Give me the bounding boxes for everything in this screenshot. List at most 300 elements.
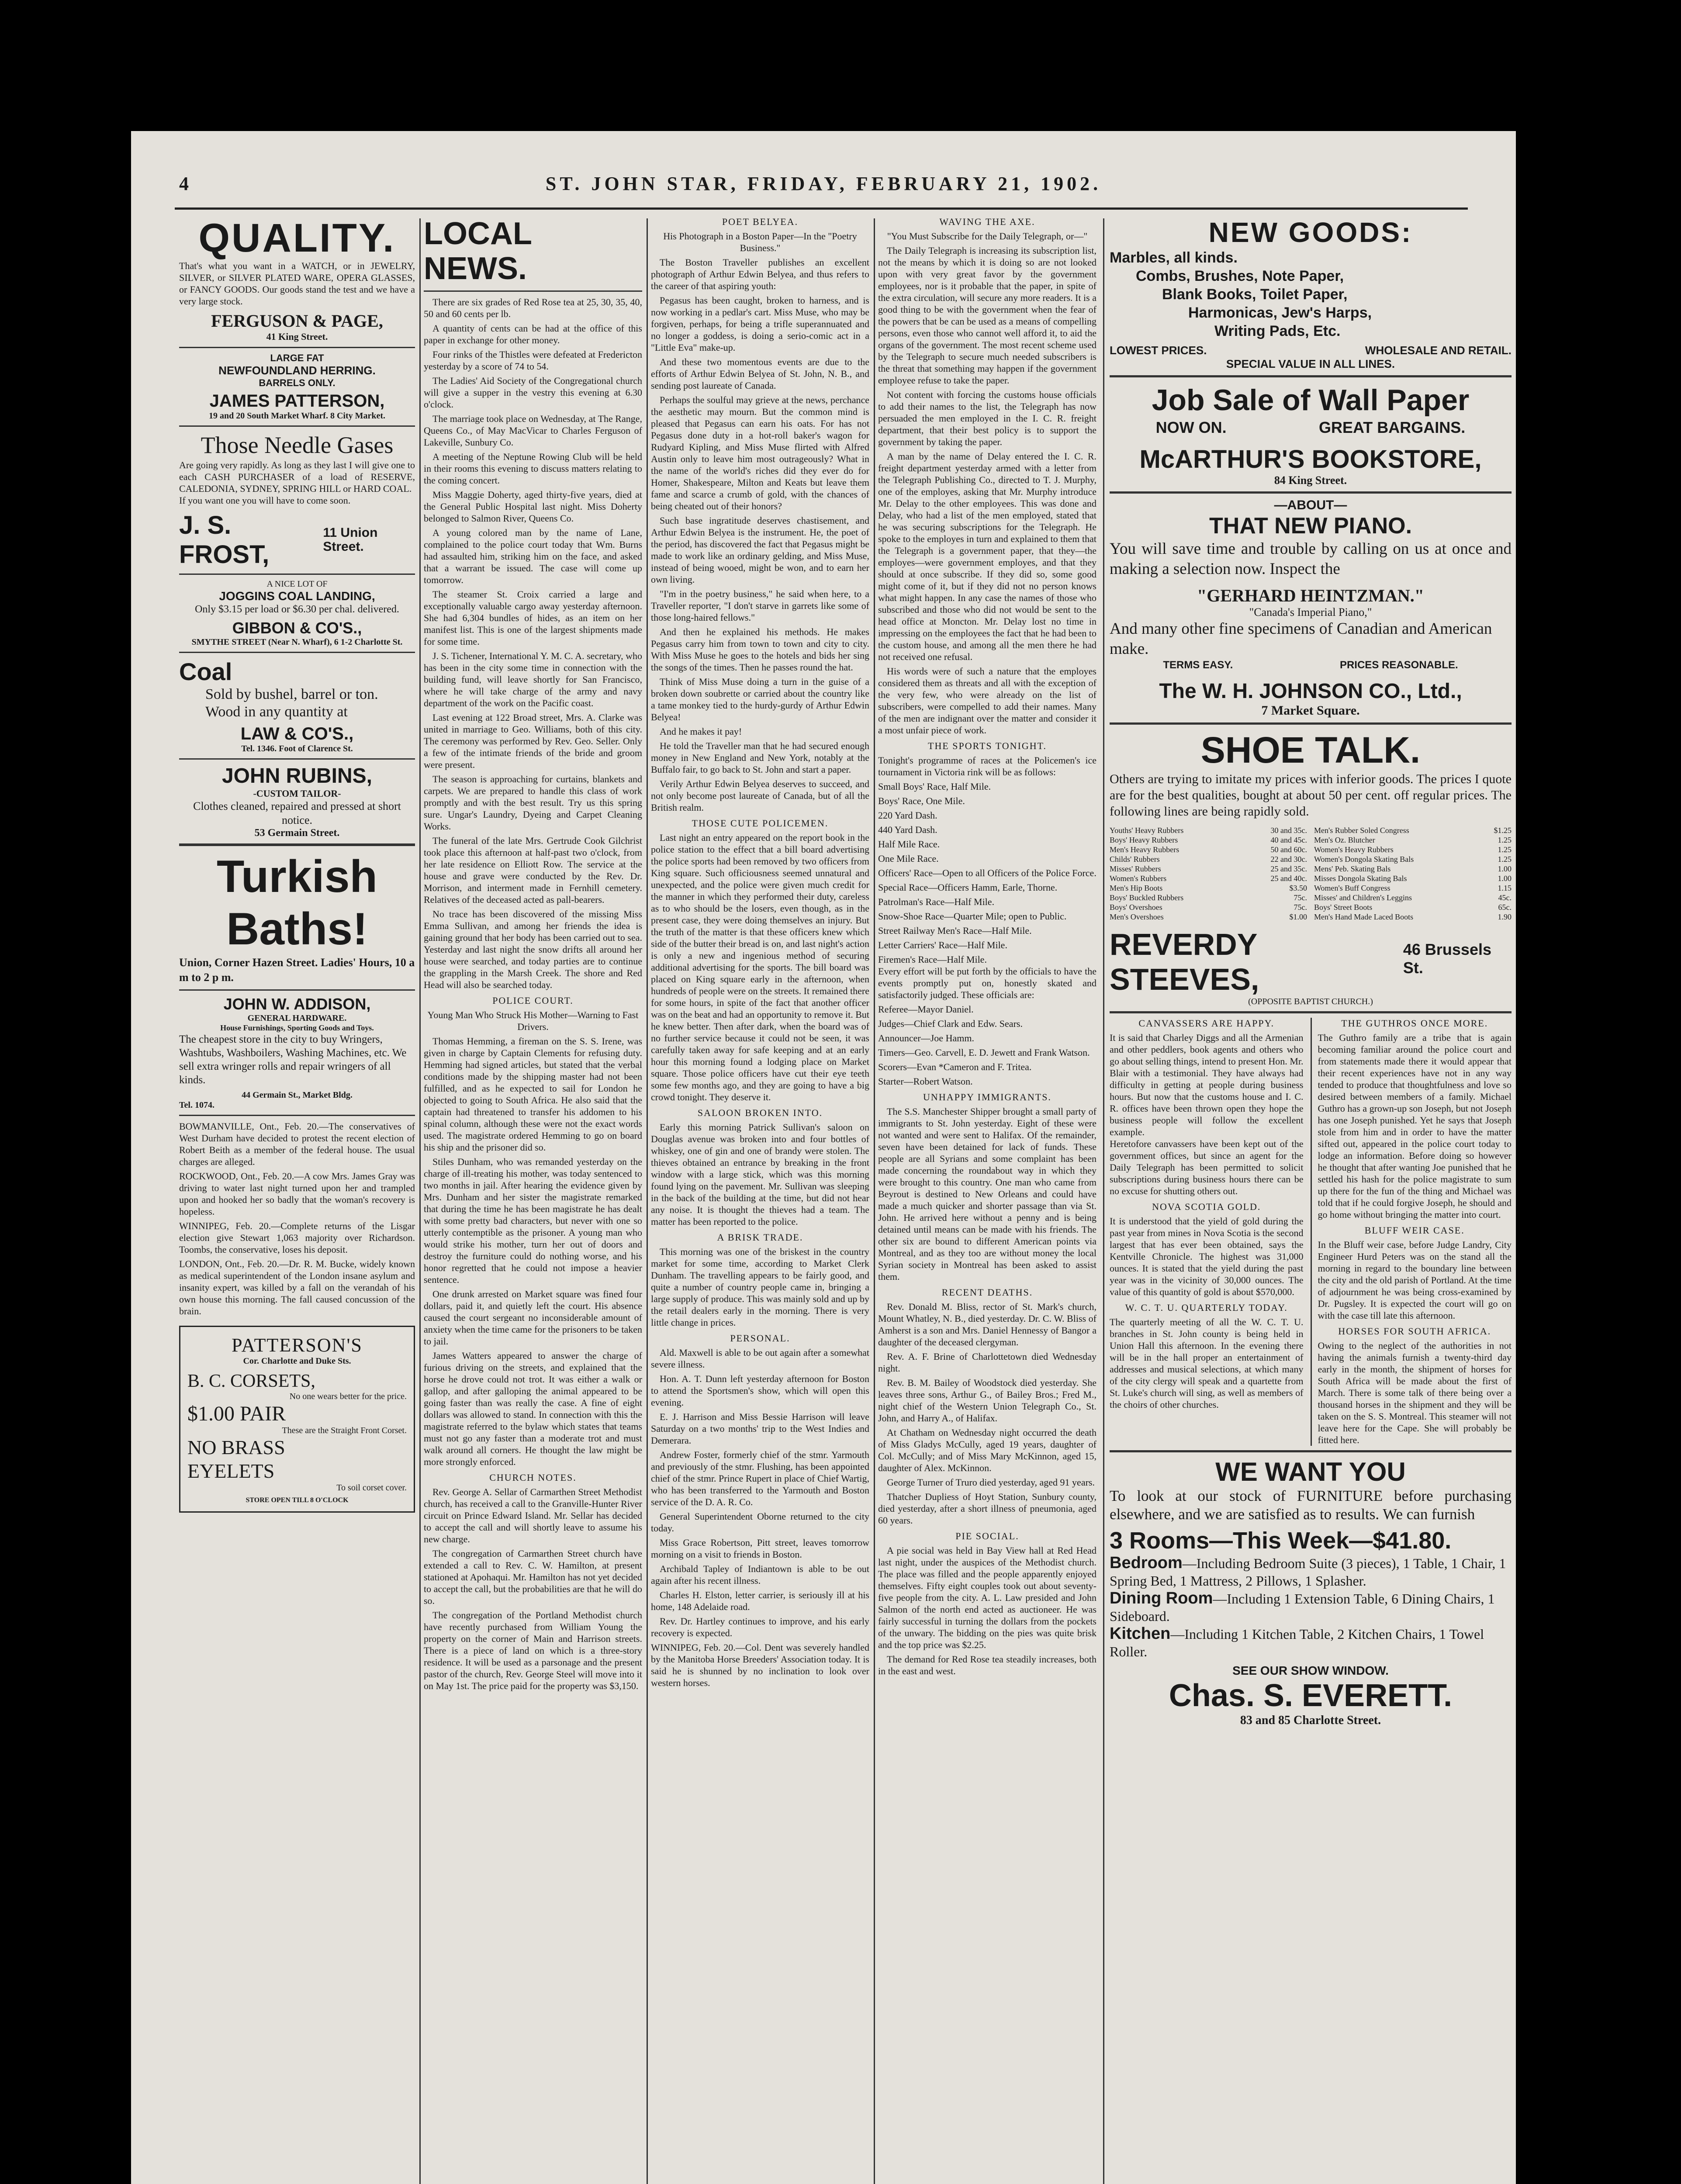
- personal-item: Charles H. Elston, letter carrier, is seriously ill at his home, 148 Adelaide road.: [651, 1590, 869, 1612]
- price-value: 1.25: [1498, 836, 1512, 844]
- price-item: Women's Dongola Skating Bals: [1314, 855, 1414, 864]
- divider: [179, 843, 415, 846]
- price-item: Women's Rubbers: [1110, 874, 1167, 883]
- bluff-weir-heading: BLUFF WEIR CASE.: [1364, 1225, 1465, 1236]
- price-item: Men's Overshoes: [1110, 912, 1164, 921]
- horses-heading: HORSES FOR SOUTH AFRICA.: [1338, 1326, 1491, 1337]
- sports-official-item: Scorers—Evan *Cameron and F. Tritea.: [878, 1061, 1032, 1072]
- police-court-heading: POLICE COURT.: [492, 995, 574, 1006]
- sports-intro: Tonight's programme of races at the Policemen's ice tournament in Victoria rink will be as follows:: [878, 755, 1096, 778]
- church-notes-heading: CHURCH NOTES.: [489, 1472, 577, 1483]
- personal-item: Andrew Foster, formerly chief of the stmr. Yarmouth and previously of the stmr. Flushing, has been appointed chief of the stmr. Prince Rupert in place of Chief Wartig, who has been transferred to the Yarmouth and Boston service of the D. A. R. Co.: [651, 1449, 869, 1507]
- quality-body: That's what you want in a WATCH, or in JEWELRY, SILVER, or SILVER PLATED WARE, OPERA GLASSES, or FANCY GOODS. Our goods stand the test and we have a very large stock.: [179, 260, 415, 307]
- pattersons-brass: NO BRASS EYELETS: [187, 1436, 285, 1482]
- new-goods-line: Blank Books, Toilet Paper,: [1162, 286, 1348, 303]
- price-item: Misses' Rubbers: [1110, 864, 1161, 873]
- sports-official-item: Starter—Robert Watson.: [878, 1076, 973, 1087]
- piano-body-2: And many other fine specimens of Canadian and American make.: [1110, 620, 1492, 658]
- poet-belyea-items: [651, 256, 869, 813]
- herring-line-2: NEWFOUNDLAND HERRING.: [218, 364, 376, 377]
- cute-policemen-item: Last night an entry appeared on the report book in the police station to the effect that a bill board advertising the police sports had been removed by two officers from King square. Such officiousness seemed unnatural and unexpected, and the police were given much credit for the manner in which they performed their duty, careless as to who should be the losers, even though, as in the present case, they were doing themselves an injury. But the truth of the matter is that these officers knew which side of the butter their bread is on, and last night's action is only a new and ingenious method of securing additional advertising for the sports. The bill board was placed on King square early in the afternoon, when hundreds of people were on the streets. It remained there for some hours, in spite of the fact that another officer was on the beat and had an opportunity to remove it. But he knew better. Then after dark, when the board was of no further service because it could not be seen, it was carefully taken away for safe keeping and at an early hour this morning found a lodging place on Market square. Those police officers have cut their eye teeth some few months ago, and they are going to have a big crowd tonight. They deserve it.: [651, 832, 869, 1102]
- church-note-item: The congregation of Carmarthen Street church have extended a call to Rev. C. W. Hamilton, at present stationed at Apohaqui. Mr. Hamilton has not yet decided to accept the call, but the probabilities are that he will do so.: [424, 1548, 642, 1606]
- page-number: 4: [179, 173, 189, 194]
- price-value: $3.50: [1289, 884, 1307, 892]
- shoe-price-list-right: [1314, 826, 1512, 922]
- we-want-you-body: To look at our stock of FURNITURE before purchasing elsewhere, and we are satisfied as to results. We can furnish: [1110, 1487, 1512, 1523]
- price-row: [1314, 883, 1512, 893]
- pattersons-corset-note: These are the Straight Front Corset.: [282, 1426, 407, 1435]
- price-value: 22 and 30c.: [1270, 855, 1307, 864]
- price-value: $1.00: [1289, 912, 1307, 921]
- horses-body: Owing to the neglect of the authorities in not having the animals furnish a twenty-third day early in the month, the shipment of horses for South Africa will be made about the first of March. There is some talk of there being over a thousand horses in the shipment and they will be taken on the S. S. Montreal. This steamer will not leave here for the Cape. She will probably be fitted here.: [1318, 1340, 1512, 1445]
- divider: [179, 1115, 415, 1116]
- joggins-line-3: Only $3.15 per load or $6.30 per chal. delivered.: [195, 604, 399, 615]
- waving-axe-item: His words were of such a nature that the employes considered them as threats and all with the exception of the very few, who were already on the list of subscribers, were compelled to add their names. Many of the men are indignant over the matter and consider it a most unfair piece of work.: [878, 666, 1096, 736]
- pie-social-heading: PIE SOCIAL.: [955, 1531, 1019, 1541]
- needle-cases-body: Are going very rapidly. As long as they last I will give one to each CASH PURCHASER of a load of RESERVE, CALEDONIA, SYDNEY, SPRING HILL or HARD COAL.: [179, 460, 415, 494]
- column-4-news: [878, 216, 1096, 2184]
- patterson-name: JAMES PATTERSON,: [209, 391, 385, 411]
- piano-body: You will save time and trouble by calling on us at once and making a selection now. Inspect the: [1110, 540, 1512, 578]
- price-value: 65c.: [1498, 903, 1512, 912]
- personal-items: [651, 1347, 869, 1639]
- dining-room-details: —Including 1 Extension Table, 6 Dining Chairs, 1 Sideboard.: [1110, 1591, 1495, 1624]
- local-news-item: The Ladies' Aid Society of the Congregational church will give a supper in the vestry this evening at 6.30 o'clock.: [424, 375, 642, 410]
- price-item: Men's Oz. Blutcher: [1314, 836, 1375, 844]
- price-row: [1314, 874, 1512, 883]
- mcarthurs-address: 84 King Street.: [1274, 474, 1347, 487]
- sports-programme-item: One Mile Race.: [878, 853, 939, 864]
- personal-item: Ald. Maxwell is able to be out again after a somewhat severe illness.: [651, 1347, 869, 1370]
- church-note-item: The congregation of the Portland Methodist church have recently purchased from William Young the property on the corner of Main and Harrison streets. There is a piece of land on which is a three-story residence. It will be used as a parsonage and the present pastor of the church, Rev. George Steel will move into it on May 1st. The price paid for the property was $3,150.: [424, 1610, 642, 1691]
- pattersons-store-hours: STORE OPEN TILL 8 O'CLOCK: [246, 1496, 349, 1504]
- sports-programme-item: Letter Carriers' Race—Half Mile.: [878, 940, 1007, 950]
- local-news-item: Miss Maggie Doherty, aged thirty-five years, died at the General Public Hospital last night. Miss Doherty belonged to Salmon River, Queens Co.: [424, 489, 642, 524]
- divider: [424, 290, 642, 292]
- price-item: Youths' Heavy Rubbers: [1110, 826, 1184, 835]
- coal-body: Sold by bushel, barrel or ton. Wood in any quantity at: [205, 686, 378, 720]
- price-value: 1.00: [1498, 864, 1512, 873]
- poet-belyea-item: Such base ingratitude deserves chastisement, and Arthur Edwin Belyea is the instrument. He, the poet of the period, has discovered the fact that Pegasus might be made to work like an ordinary gelding, and Miss Muse, instead of being wooed, might be won, and to earn her own living.: [651, 515, 869, 585]
- waving-axe-item: A man by the name of Delay entered the I. C. R. freight department yesterday armed with a letter from the Telegraph Publishing Co., directed to T. J. Murphy, one of the employes, asking that Mr. Murphy introduce Mr. Delay to the other employees. This was done and Delay, who had a list of the men employed, stated that he was securing subscriptions for the Telegraph. He spoke to the employes in turn and explained to them that the Telegraph is a government paper, that they—the employes—were government employes, and that they should at once subscribe. If they did so, some good might come of it, but if they did not no person knows what might happen. In any case the names of those who subscribed and those who did not would be sent to the head office at Moncton. Mr. Delay lost no time in impressing on the employees the fact that he had been to the custom house, and among all the men there he had not received one refusal.: [878, 451, 1096, 662]
- poet-belyea-item: Verily Arthur Edwin Belyea deserves to succeed, and not only become post laureate of Canada, but of all the British realm.: [651, 778, 869, 813]
- frost-name: J. S. FROST,: [179, 511, 270, 569]
- pattersons-soil: To soil corset cover.: [336, 1483, 407, 1493]
- price-item: Mens' Peb. Skating Bals: [1314, 864, 1391, 873]
- three-rooms-offer: 3 Rooms—This Week—$41.80.: [1110, 1527, 1452, 1554]
- price-value: 75c.: [1294, 893, 1307, 902]
- price-value: 1.00: [1498, 874, 1512, 883]
- price-row: [1110, 902, 1307, 912]
- sports-programme-item: Small Boys' Race, Half Mile.: [878, 781, 991, 792]
- price-row: [1110, 864, 1307, 874]
- local-news-item: No trace has been discovered of the missing Miss Emma Sullivan, and among her friends the idea is gaining ground that her body has been carried out to sea. Yesterday and last night the snow drifts all around her house were searched, and today parties are to continue the grappling in the Marsh Creek. The shore and Red Head will also be searched today.: [424, 909, 642, 990]
- joggins-line-2: JOGGINS COAL LANDING,: [219, 589, 375, 603]
- wall-paper-heading: Job Sale of Wall Paper: [1152, 384, 1470, 417]
- everett-name: Chas. S. EVERETT.: [1169, 1678, 1453, 1713]
- news-item: WINNIPEG, Feb. 20.—Complete returns of the Lisgar election give Stewart 1,063 majority over Richardson. Toombs, the conservative, loses his deposit.: [179, 1220, 415, 1255]
- recent-death-item: Rev. B. M. Bailey of Woodstock died yesterday. She leaves three sons, Arthur G., of Bailey Bros.; Fred M., night chief of the Western Union Telegraph Co., St. John, and Harry A., of Halifax.: [878, 1377, 1096, 1424]
- price-row: [1314, 854, 1512, 864]
- price-value: 1.25: [1498, 845, 1512, 854]
- news-item: ROCKWOOD, Ont., Feb. 20.—A cow Mrs. James Gray was driving to water last night turned upon her and trampled upon and hooked her so badly that the woman's recovery is hopeless.: [179, 1171, 415, 1217]
- divider: [179, 574, 415, 575]
- sports-officials-intro: Every effort will be put forth by the officials to have the events promptly put on, honestly skated and satisfactorily judged. These officials are:: [878, 966, 1096, 1000]
- addison-tel: Tel. 1074.: [179, 1100, 214, 1110]
- new-goods-heading: NEW GOODS:: [1208, 217, 1413, 248]
- johnson-name: The W. H. JOHNSON CO., Ltd.,: [1159, 680, 1462, 703]
- col5-news-right: [1311, 1018, 1512, 1446]
- gibbon-name: GIBBON & CO'S.,: [232, 619, 362, 637]
- local-news-items: [424, 296, 642, 991]
- personal-heading: PERSONAL.: [730, 1333, 790, 1344]
- column-rule: [419, 218, 421, 2184]
- addison-address: 44 Germain St., Market Bldg.: [242, 1090, 353, 1100]
- poet-belyea-heading: POET BELYEA.: [722, 216, 799, 227]
- column-2-local-news: [424, 216, 642, 2184]
- new-goods-line: Harmonicas, Jew's Harps,: [1188, 304, 1372, 321]
- sports-programme-item: Officers' Race—Open to all Officers of the Police Force.: [878, 867, 1096, 878]
- price-row: [1314, 826, 1512, 835]
- column-3-news: [651, 216, 869, 2184]
- pattersons-address: Cor. Charlotte and Duke Sts.: [243, 1356, 351, 1366]
- price-value: 45c.: [1498, 893, 1512, 902]
- sports-programme-item: Firemen's Race—Half Mile.: [878, 954, 987, 965]
- price-row: [1110, 883, 1307, 893]
- recent-deaths-heading: RECENT DEATHS.: [941, 1287, 1033, 1298]
- law-name: LAW & CO'S.,: [240, 724, 354, 743]
- local-news-heading: LOCAL NEWS.: [424, 216, 532, 286]
- cute-policemen-heading: THOSE CUTE POLICEMEN.: [692, 818, 829, 829]
- immigrants-heading: UNHAPPY IMMIGRANTS.: [923, 1092, 1051, 1102]
- joggins-line-1: A NICE LOT OF: [266, 579, 328, 589]
- addison-body: The cheapest store in the city to buy Wringers, Washtubs, Washboilers, Washing Machines, etc. We sell extra wringer rolls and repair wringers of all kinds.: [179, 1033, 407, 1086]
- we-want-you-heading: WE WANT YOU: [1215, 1457, 1406, 1486]
- police-court-subhead: Young Man Who Struck His Mother—Warning to Fast Drivers.: [427, 1009, 639, 1032]
- local-news-item: The funeral of the late Mrs. Gertrude Cook Gilchrist took place this afternoon at half-past two o'clock, from her late residence on Elliott Row. The service at the house and grave were conducted by the Rev. Dr. Morrison, and interment made in Fernhill cemetery. Relatives of the deceased acted as pall-bearers.: [424, 835, 642, 905]
- price-row: [1110, 835, 1307, 845]
- police-court-item: Stiles Dunham, who was remanded yesterday on the charge of ill-treating his mother, was today sentenced to two months in jail. After hearing the evidence given by Mrs. Dunham and her sister the magistrate remarked that during the time he has been magistrate he has dealt with some pretty bad characters, but never with one so utterly contemptible as the prisoner. A young man who would strike his mother, turn her out of doors and destroy the furniture could do nothing worse, and his honor regretted that he could not impose a heavier sentence.: [424, 1156, 642, 1285]
- rubins-address: 53 Germain Street.: [254, 827, 340, 839]
- local-news-item: A young colored man by the name of Lane, complained to the police court today that Wm. Burns had assaulted him, striking him on the face, and asked that a warrant be issued. The case will come up tomorrow.: [424, 527, 642, 585]
- pie-social-item: A pie social was held in Bay View hall at Red Head last night, under the auspices of the Methodist church. The place was filled and the people apparently enjoyed themselves. Fifty eight couples took out about seventy-five people from the city. A. L. Law presided and John Salmon of the north end acted as auctioneer. He was fairly successful in turning the dollars from the pockets of the unwary. The bidding on the pies was quite brisk and the top price was $2.25.: [878, 1545, 1096, 1650]
- turkish-line-1: Turkish: [217, 851, 377, 902]
- price-row: [1110, 854, 1307, 864]
- local-news-item: There are six grades of Red Rose tea at 25, 30, 35, 40, 50 and 60 cents per lb.: [424, 297, 642, 319]
- wctu-heading: W. C. T. U. QUARTERLY TODAY.: [1125, 1302, 1288, 1313]
- brisk-trade-heading: A BRISK TRADE.: [717, 1232, 803, 1243]
- local-news-item: A meeting of the Neptune Rowing Club will be held in their rooms this evening to discuss matters relating to the coming concert.: [424, 451, 642, 486]
- pattersons-price-note: No one wears better for the price.: [289, 1392, 407, 1401]
- police-court-item: Thomas Hemming, a fireman on the S. S. Irene, was given in charge by Captain Clements for refusing duty. Hemming had signed articles, but stated that the verbal conditions made by the shipping master had not been fulfilled, and as he expected to sail for London he objected to going to South Africa. He also said that the captain had threatened to transfer his addomen to his spinal column, although these were not the exact words used. The magistrate ordered Hemming to go on board his ship and the prisoner did so.: [424, 1036, 642, 1153]
- recent-death-item: Thatcher Dupliess of Hoyt Station, Sunbury county, died yesterday, after a short illness of pneumonia, aged 60 years.: [878, 1491, 1096, 1526]
- personal-item: Miss Grace Robertson, Pitt street, leaves tomorrow morning on a visit to friends in Boston.: [651, 1537, 869, 1560]
- coal-heading: Coal: [179, 658, 232, 685]
- new-goods-line: Writing Pads, Etc.: [1214, 323, 1341, 339]
- price-item: Men's Heavy Rubbers: [1110, 845, 1179, 854]
- rubins-body: Clothes cleaned, repaired and pressed at short notice.: [193, 800, 401, 826]
- waving-axe-item: The Daily Telegraph is increasing its subscription list, not the means by which it is doing so are not looked upon with very great favor by the government employees, nor is it probable that the paper, in spite of the extra circulation, will secure any more readers. It is a good thing to be with the government when the fear of the powers that be can be used as a means of compelling persons, even those who cannot well afford it, to aid the organs of the government. The most recent scheme used by the Telegraph to secure much needed subscribers is the threat that something may happen if the government employee refuse to take the paper.: [878, 245, 1096, 386]
- price-row: [1314, 893, 1512, 902]
- everett-address: 83 and 85 Charlotte Street.: [1240, 1714, 1381, 1727]
- price-item: Women's Buff Congress: [1314, 884, 1390, 892]
- price-item: Childs' Rubbers: [1110, 855, 1160, 864]
- poet-belyea-item: He told the Traveller man that he had secured enough money in New England and New York, notably at the Buffalo fair, to go back to St. John and start a paper.: [651, 740, 869, 775]
- price-row: [1314, 835, 1512, 845]
- recent-death-item: George Turner of Truro died yesterday, aged 91 years.: [887, 1477, 1095, 1488]
- piano-heading: THAT NEW PIANO.: [1209, 513, 1412, 539]
- piano-prices: PRICES REASONABLE.: [1339, 659, 1458, 671]
- sports-officials: [878, 1003, 1096, 1087]
- poet-belyea-item: Think of Miss Muse doing a turn in the guise of a broken down soubrette or carried about the country like a tame monkey tied to the hurdy-gurdy of Arthur Edwin Belyea!: [651, 676, 869, 722]
- johnson-address: 7 Market Square.: [1261, 703, 1360, 718]
- price-item: Misses' and Children's Leggins: [1314, 893, 1412, 902]
- new-goods-line: Marbles, all kinds.: [1110, 249, 1238, 266]
- local-news-item: The steamer St. Croix carried a large and exceptionally valuable cargo away yesterday afternoon. She had 6,304 bundles of hides, as an item on her manifest list. This is one of the largest shipments made for some time.: [424, 589, 642, 647]
- personal-item: General Superintendent Oborne returned to the city today.: [651, 1511, 869, 1534]
- pie-social-items: [878, 1545, 1096, 1677]
- divider: [179, 989, 415, 991]
- sports-programme-item: Snow-Shoe Race—Quarter Mile; open to Public.: [878, 911, 1067, 922]
- price-row: [1314, 864, 1512, 874]
- saloon-heading: SALOON BROKEN INTO.: [697, 1107, 823, 1118]
- sports-official-item: Referee—Mayor Daniel.: [878, 1004, 974, 1015]
- divider: [1110, 1450, 1512, 1452]
- column-5-ads: [1110, 216, 1512, 2184]
- sports-programme-item: Street Railway Men's Race—Half Mile.: [878, 925, 1032, 936]
- patterson-address: 19 and 20 South Market Wharf. 8 City Market.: [208, 411, 386, 421]
- col5-news-section: [1110, 1018, 1512, 1446]
- mcarthurs-bookstore: McARTHUR'S BOOKSTORE,: [1139, 445, 1482, 473]
- saloon-items: [651, 1121, 869, 1227]
- price-row: [1110, 874, 1307, 883]
- column-rule: [1103, 218, 1104, 2184]
- price-row: [1314, 902, 1512, 912]
- poet-belyea-item: "I'm in the poetry business," he said when here, to a Traveller reporter, "I don't starve in garrets like some of those long-haired fellows.": [651, 588, 869, 623]
- cute-policemen-items: [651, 832, 869, 1103]
- sports-programme-item: Patrolman's Race—Half Mile.: [878, 896, 995, 907]
- news-item: LONDON, Ont., Feb. 20.—Dr. R. M. Bucke, widely known as medical superintendent of the London insane asylum and insanity expert, was killed by a fall on the verandah of his own house this morning. The fall caused concussion of the brain.: [179, 1258, 415, 1317]
- wctu-body: The quarterly meeting of all the W. C. T. U. branches in St. John county is being held in Union Hall this afternoon. In the evening there will be in the hall proper an entertainment of addresses and musical selections, at which many of the city clergy will speak and a quartette from St. Luke's church will sing, as well as members of the choirs of other churches.: [1110, 1317, 1304, 1410]
- guthros-body: The Guthro family are a tribe that is again becoming familiar around the police court and from statements made there it would appear that their recent experiences have not in any way tended to produce that thoughtfulness and love so desired between members of a family. Michael Guthro has a grown-up son Joseph, but not Joseph has one Joseph punished. Yet he says that Joseph stole from him and in order to have the matter sifted out, appeared in the police court today to lodge an information. Before doing so however he thought that after wanting Joe punished that he settled his hash for the police magistrate to sum up there for the fun of the thing and Michael was told that if he could forgive Joseph, he should and go home without bringing the matter into court.: [1318, 1032, 1512, 1220]
- police-court-items: [424, 1035, 642, 1468]
- price-item: Boys' Street Boots: [1314, 903, 1373, 912]
- price-value: 30 and 35c.: [1270, 826, 1307, 835]
- kitchen-details: —Including 1 Kitchen Table, 2 Kitchen Chairs, 1 Towel Roller.: [1110, 1626, 1484, 1659]
- steeves-name: REVERDY STEEVES,: [1110, 927, 1259, 996]
- canvassers-body-2: Heretofore canvassers have been kept out of the government offices, but since an agent for the Daily Telegraph has been permitted to solicit subscriptions during business hours there can be no excuse for shutting others out.: [1110, 1138, 1304, 1196]
- personal-item: Archibald Tapley of Indiantown is able to be out again after his recent illness.: [651, 1563, 869, 1586]
- pattersons-corset-ad: [179, 1326, 415, 1513]
- news-item: BOWMANVILLE, Ont., Feb. 20.—The conservatives of West Durham have decided to protest the recent election of Robert Beith as a member of the federal house. The usual charges are alleged.: [179, 1121, 415, 1167]
- turkish-body: Union, Corner Hazen Street. Ladies' Hours, 10 a m to 2 p m.: [179, 956, 415, 984]
- brisk-trade-items: [651, 1246, 869, 1328]
- sports-programme-item: Half Mile Race.: [878, 839, 940, 850]
- sports-official-item: Judges—Chief Clark and Edw. Sears.: [878, 1018, 1023, 1029]
- header-rule: [175, 207, 1468, 210]
- addison-name: JOHN W. ADDISON,: [223, 995, 371, 1013]
- personal-item: Rev. Dr. Hartley continues to improve, and his early recovery is expected.: [651, 1616, 869, 1638]
- col5-news-left: [1110, 1018, 1304, 1446]
- local-news-item: Four rinks of the Thistles were defeated at Fredericton yesterday by a score of 74 to 54.: [424, 349, 642, 372]
- local-news-item: The marriage took place on Wednesday, at The Range, Queens Co., of May MacVicar to Charles Ferguson of Lakeville, Sunbury Co.: [424, 413, 642, 448]
- herring-line-1: LARGE FAT: [270, 352, 324, 363]
- saloon-item: Early this morning Patrick Sullivan's saloon on Douglas avenue was broken into and four bottles of whiskey, one of gin and one of brandy were stolen. The thieves obtained an entrance by breaking in the front window with a large stick, which was this morning found lying on the pavement. Mr. Sullivan was sleeping in the back of the building at the time, but did not hear any noise. It is thought the thieves had a team. The matter has been reported to the police.: [651, 1122, 869, 1227]
- divider: [179, 758, 415, 760]
- church-notes-items: [424, 1486, 642, 1692]
- column-1-ads: [179, 216, 415, 2184]
- waving-axe-items: [878, 245, 1096, 736]
- waving-axe-item: Not content with forcing the customs house officials to add their names to the list, the Telegraph has now persuaded the men employed in the I. C. R. freight department, that their best policy is to support the government by taking the paper.: [878, 389, 1096, 447]
- winnipeg-item: WINNIPEG, Feb. 20.—Col. Dent was severely handled by the Manitoba Horse Breeders' Association today. It is said he is shunned by no inclination to look over western horses.: [651, 1642, 869, 1688]
- rubins-name: JOHN RUBINS,: [221, 764, 373, 788]
- piano-subtitle: "Canada's Imperial Piano,": [1249, 606, 1372, 619]
- price-item: Men's Hip Boots: [1110, 884, 1163, 892]
- divider: [1110, 375, 1512, 377]
- shoe-price-list-left: [1110, 826, 1307, 922]
- church-note-item: Rev. George A. Sellar of Carmarthen Street Methodist church, has received a call to the Granville-Hunter River circuit on Prince Edward Island. Mr. Sellar has decided to accept the call and will shortly leave to assume his new charge.: [424, 1486, 642, 1545]
- steeves-address: 46 Brussels St.: [1403, 940, 1491, 977]
- new-goods-special: SPECIAL VALUE IN ALL LINES.: [1226, 357, 1395, 370]
- poet-belyea-item: Perhaps the soulful may grieve at the news, perchance the aesthetic may mourn. But the common mind is pleased that Pegasus can earn his oats. For has not Pegasus done duty in a hot-roll baker's wagon for Rudyard Kipling, and Miss Muse flirted with Alfred Austin only to leave him most outrageously? What in the name of the world's riches did they ever do for Homer, Shakespeare, Milton and Keats but leave them fame and scarce a crumb of gold, with the chances of being cheated out of their honors?: [651, 394, 869, 511]
- nova-scotia-gold-body: It is understood that the yield of gold during the past year from mines in Nova Scotia is the second largest that has ever been obtained, says the Kentville Chronicle. The highest was 31,000 ounces. It is stated that the yield during the past year was in the vicinity of 30,000 ounces. The value of this quantity of gold is about $570,000.: [1110, 1216, 1304, 1297]
- column-rule: [874, 218, 875, 2184]
- canvassers-heading: CANVASSERS ARE HAPPY.: [1138, 1018, 1275, 1029]
- pattersons-name: PATTERSON'S: [232, 1334, 363, 1356]
- personal-item: Hon. A. T. Dunn left yesterday afternoon for Boston to attend the Sportsmen's show, which will open this evening.: [651, 1373, 869, 1408]
- price-value: 1.90: [1498, 912, 1512, 921]
- divider: [179, 347, 415, 348]
- local-news-item: J. S. Tichener, International Y. M. C. A. secretary, who has been in the city some time in connection with the building fund, will leave shortly for San Francisco, where he will take charge of the army and navy department of the work on the Pacific coast.: [424, 650, 642, 708]
- divider: [179, 425, 415, 427]
- pattersons-corsets: B. C. CORSETS,: [187, 1371, 315, 1391]
- pattersons-price: $1.00 PAIR: [187, 1402, 286, 1425]
- personal-item: E. J. Harrison and Miss Bessie Harrison will leave Saturday on a two months' trip to the West Indies and Demerara.: [651, 1411, 869, 1446]
- dining-room-label: Dining Room: [1110, 1589, 1213, 1607]
- price-item: Boys' Heavy Rubbers: [1110, 836, 1178, 844]
- price-value: 25 and 35c.: [1270, 864, 1307, 873]
- gibbon-address: SMYTHE STREET (Near N. Wharf), 6 1-2 Charlotte St.: [191, 637, 403, 647]
- price-value: $1.25: [1494, 826, 1512, 835]
- guthros-heading: THE GUTHROS ONCE MORE.: [1341, 1018, 1488, 1029]
- immigrants-items: [878, 1106, 1096, 1282]
- needle-cases-heading: Those Needle Gases: [201, 432, 394, 458]
- shoe-talk-heading: SHOE TALK.: [1200, 729, 1421, 771]
- page-header: [131, 173, 1516, 203]
- new-goods-wholesale: WHOLESALE AND RETAIL.: [1365, 344, 1512, 357]
- column-rule: [647, 218, 648, 2184]
- poet-belyea-item: And then he explained his methods. He makes Pegasus carry him from town to town and city to city. With Miss Muse he goes to the hotels and bids her sing the songs of the times. Then he passes round the hat.: [651, 626, 869, 673]
- quality-heading: QUALITY.: [198, 216, 396, 260]
- waving-axe-subhead: "You Must Subscribe for the Daily Telegraph, or—": [887, 231, 1088, 242]
- price-item: Men's Hand Made Laced Boots: [1314, 912, 1414, 921]
- turkish-line-2: Baths!: [226, 904, 368, 954]
- needle-cases-body-2: If you want one you will have to come soon.: [179, 495, 351, 506]
- price-item: Boys' Overshoes: [1110, 903, 1162, 912]
- price-value: 25 and 40c.: [1270, 874, 1307, 883]
- newspaper-page: [131, 131, 1516, 2184]
- ferguson-page-name: FERGUSON & PAGE,: [211, 311, 383, 331]
- nova-scotia-gold-heading: NOVA SCOTIA GOLD.: [1152, 1201, 1261, 1212]
- steeves-note: (OPPOSITE BAPTIST CHURCH.): [1248, 997, 1373, 1006]
- divider: [179, 652, 415, 653]
- kitchen-label: Kitchen: [1110, 1624, 1171, 1643]
- law-address: Tel. 1346. Foot of Clarence St.: [241, 744, 353, 753]
- price-value: 1.25: [1498, 855, 1512, 864]
- addison-goods: House Furnishings, Sporting Goods and Toys.: [220, 1023, 374, 1032]
- price-item: Boys' Buckled Rubbers: [1110, 893, 1184, 902]
- poet-belyea-item: The Boston Traveller publishes an excellent photograph of Arthur Edwin Belyea, and thus refers to the career of that aspiring youth:: [651, 257, 869, 291]
- poet-belyea-item: Pegasus has been caught, broken to harness, and is now working in a pedlar's cart. Miss Muse, who may be forgiven, perhaps, for being a trifle superannuated and no longer a goddess, is doing a serio-comic act in a "Little Eva" make-up.: [651, 295, 869, 353]
- price-item: Women's Heavy Rubbers: [1314, 845, 1394, 854]
- sports-official-item: Announcer—Joe Hamm.: [878, 1033, 974, 1044]
- recent-deaths-items: [878, 1301, 1096, 1526]
- sports-programme-item: 440 Yard Dash.: [878, 824, 937, 835]
- recent-death-item: Rev. A. F. Brine of Charlottetown died Wednesday night.: [878, 1351, 1096, 1374]
- sports-heading: THE SPORTS TONIGHT.: [928, 740, 1047, 751]
- piano-name: "GERHARD HEINTZMAN.": [1197, 586, 1424, 605]
- price-row: [1110, 826, 1307, 835]
- poet-belyea-item: And he makes it pay!: [660, 726, 742, 737]
- new-goods-lowest: LOWEST PRICES.: [1110, 344, 1207, 357]
- divider: [1110, 1011, 1512, 1013]
- addison-title: GENERAL HARDWARE.: [247, 1013, 347, 1023]
- price-row: [1314, 912, 1512, 922]
- local-news-item: Last evening at 122 Broad street, Mrs. A. Clarke was united in marriage to Geo. Williams, both of this city. The ceremony was performed by Rev. Geo. Seller. Only a few of the intimate friends of the bride and groom were present.: [424, 712, 642, 770]
- price-row: [1110, 912, 1307, 922]
- local-news-item: A quantity of cents can be had at the office of this paper in exchange for other money.: [424, 323, 642, 346]
- show-window-note: SEE OUR SHOW WINDOW.: [1232, 1664, 1389, 1677]
- frost-address: 11 Union Street.: [323, 525, 378, 554]
- sports-programme: [878, 781, 1096, 965]
- immigrants-item: The S.S. Manchester Shipper brought a small party of immigrants to St. John yesterday. Eight of these were not wanted and were sent to Halifax. Of the remainder, seven have been detained for lack of funds. These people are all Syrians and some complaint has been made concerning the roundabout way in which they were brought to this country. One man who came from Beyrout is destined to New Orleans and could have made a much quicker and shorter passage than via St. John. He arrived here without a penny and is being detained until means can be made with his friends. The other six are bound to different American points via Montreal, and as they too are without money the local Syrian society in Montreal has been asked to assist them.: [878, 1106, 1096, 1282]
- divider: [1110, 491, 1512, 494]
- shoe-price-list: [1110, 826, 1512, 922]
- piano-terms: TERMS EASY.: [1163, 659, 1233, 671]
- new-goods-line: Combs, Brushes, Note Paper,: [1136, 268, 1344, 284]
- local-news-item: The season is approaching for curtains, blankets and carpets. We are prepared to handle this class of work promptly and with the best result. Try us this spring sure. Ungar's Laundry, Dyeing and Carpet Cleaning Works.: [424, 774, 642, 832]
- recent-death-item: Rev. Donald M. Bliss, rector of St. Mark's church, Mount Whatley, N. B., died yesterday. Dr. C. W. Bliss of Amherst is a son and Mrs. Daniel Hennessy of Bangor a daughter of the deceased clergyman.: [878, 1301, 1096, 1348]
- recent-death-item: At Chatham on Wednesday night occurred the death of Miss Gladys McCully, aged 19 years, daughter of Col. McCully; and of Miss Mary McKinnon, aged 15, daughter of Alex. McKinnon.: [878, 1427, 1096, 1473]
- rubins-title: -CUSTOM TAILOR-: [253, 788, 341, 799]
- price-row: [1110, 845, 1307, 854]
- price-item: Men's Rubber Soled Congress: [1314, 826, 1409, 835]
- price-value: 75c.: [1294, 903, 1307, 912]
- price-value: 1.15: [1498, 884, 1512, 892]
- bedroom-details: —Including Bedroom Suite (3 pieces), 1 Table, 1 Chair, 1 Spring Bed, 1 Mattress, 2 Pillows, 1 Splasher.: [1110, 1555, 1506, 1589]
- brisk-trade-item: This morning was one of the briskest in the country market for some time, according to Market Clerk Dunham. The travelling appears to be fairly good, and quite a number of country people came in, bringing a large supply of produce. This was mainly sold and up by the retail dealers early in the morning. There is very little change in prices.: [651, 1246, 869, 1328]
- shoe-talk-body: Others are trying to imitate my prices with inferior goods. The prices I quote are for the best qualities, bought at about 50 per cent. off regular prices. The following lines are being rapidly sold.: [1110, 772, 1512, 819]
- police-court-item: One drunk arrested on Market square was fined four dollars, paid it, and quietly left the court. His absence caused the court sergeant no inconsiderable amount of anxiety when the time came for the prisoners to be taken to jail.: [424, 1289, 642, 1347]
- herring-line-3: BARRELS ONLY.: [259, 377, 336, 388]
- poet-belyea-item: And these two momentous events are due to the efforts of Arthur Edwin Belyea of St. John, N. B., and sending post laureate of Canada.: [651, 356, 869, 391]
- poet-belyea-subhead: His Photograph in a Boston Paper—In the "Poetry Business.": [663, 231, 857, 253]
- ferguson-page-address: 41 King Street.: [266, 331, 328, 342]
- wall-paper-now-on: NOW ON.: [1155, 418, 1227, 436]
- sports-programme-item: 220 Yard Dash.: [878, 810, 937, 821]
- bluff-weir-body: In the Bluff weir case, before Judge Landry, City Engineer Hurd Peters was on the stand all the morning in regard to the boundary line between the city and the old parish of Portland. At the time of adjournment he was being cross-examined by Dr. Pugsley. It is expected the court will go on with the case till late this afternoon.: [1318, 1239, 1512, 1321]
- wall-paper-bargains: GREAT BARGAINS.: [1318, 418, 1466, 436]
- sports-programme-item: Boys' Race, One Mile.: [878, 795, 965, 806]
- piano-about: —ABOUT—: [1274, 498, 1347, 512]
- price-item: Misses Dongola Skating Bals: [1314, 874, 1407, 883]
- price-value: 40 and 45c.: [1270, 836, 1307, 844]
- police-court-item: James Watters appeared to answer the charge of furious driving on the streets, and explained that the horse he drove could not trot. It was either a walk or gallop, and after galloping the animal appeared to be going faster than was really the case. A fine of eight dollars was allowed to stand. In connection with this the magistrate referred to the bylaw which states that teams must not go any faster than a moderate trot and must walk around all corners. He thought the law might be more strongly enforced.: [424, 1350, 642, 1467]
- sports-official-item: Timers—Geo. Carvell, E. D. Jewett and Frank Watson.: [878, 1047, 1090, 1058]
- pie-social-item: The demand for Red Rose tea steadily increases, both in the east and west.: [878, 1654, 1096, 1676]
- masthead: ST. JOHN STAR, FRIDAY, FEBRUARY 21, 1902.: [545, 173, 1102, 194]
- divider: [1110, 722, 1512, 725]
